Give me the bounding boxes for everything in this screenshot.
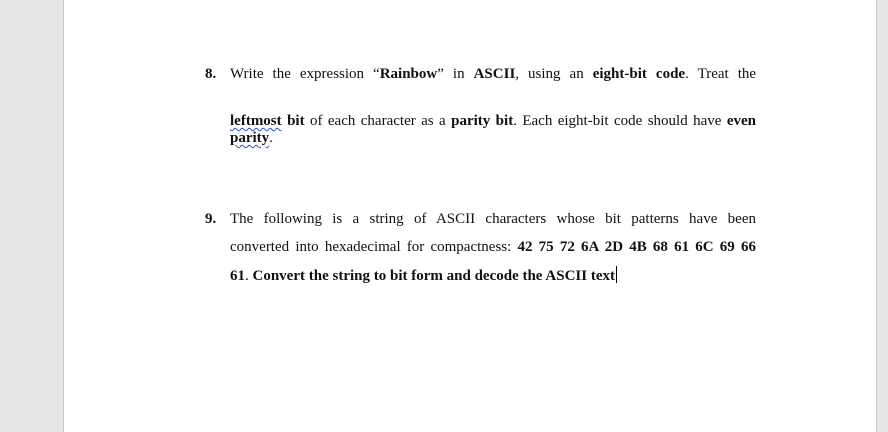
q8-line-1[interactable] bbox=[230, 66, 756, 83]
q8-l2-c: of each character as a bbox=[304, 113, 452, 129]
q8-l1-a: Write the expression “ bbox=[230, 66, 380, 82]
document-page[interactable] bbox=[63, 0, 877, 432]
q8-l1-b: Rainbow bbox=[379, 66, 438, 82]
q8-l1-d: ASCII bbox=[473, 66, 516, 82]
q8-l2-e: . Each eight-bit code should have bbox=[513, 113, 727, 129]
q8-l2-f: even bbox=[726, 113, 756, 129]
q8-l2-a: leftmost bbox=[230, 113, 282, 129]
q8-line-3[interactable] bbox=[230, 130, 273, 147]
q8-l1-g: . Treat the bbox=[685, 66, 757, 82]
q9-l3-c: Convert the string to bit form and decode the ASCII text bbox=[252, 268, 615, 284]
q8-line-2[interactable] bbox=[230, 113, 756, 130]
q8-l3-a: parity bbox=[230, 130, 270, 146]
q8-l3-b: . bbox=[269, 130, 273, 146]
q9-l2-a: converted into hexadecimal for compactness: bbox=[230, 239, 518, 255]
text-cursor bbox=[616, 266, 617, 283]
q9-l2-b: 42 75 72 6A 2D 4B 68 61 6C 69 66 bbox=[517, 239, 756, 255]
q9-l3-a: 61 bbox=[230, 268, 245, 284]
q9-line-1[interactable]: The following is a string of ASCII characters whose bit patterns have been bbox=[230, 211, 756, 227]
q9-line-3[interactable] bbox=[230, 266, 617, 285]
q8-l2-b: bit bbox=[281, 113, 305, 129]
q8-l1-c: ” in bbox=[437, 66, 474, 82]
q8-number: 8. bbox=[205, 66, 217, 82]
q9-number: 9. bbox=[205, 211, 217, 227]
q9-line-2[interactable] bbox=[230, 239, 756, 256]
q8-l1-f: eight-bit code bbox=[592, 66, 686, 82]
q8-l2-d: parity bit bbox=[451, 113, 514, 129]
q8-l1-e: , using an bbox=[515, 66, 593, 82]
q9-l3-b: . bbox=[245, 268, 253, 284]
